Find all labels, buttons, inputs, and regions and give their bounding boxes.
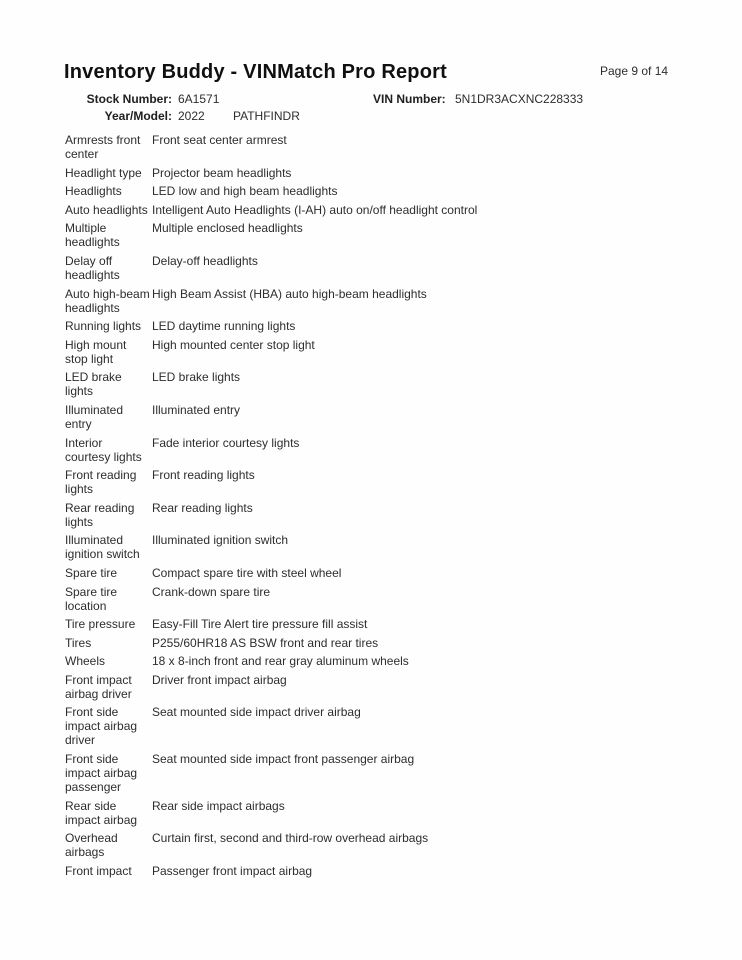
page-number-indicator: Page 9 of 14 [600, 64, 669, 78]
row-value: Seat mounted side impact front passenger airbag [152, 752, 415, 767]
table-row [65, 636, 671, 650]
row-value: Delay-off headlights [152, 253, 258, 268]
row-label: Delay off headlights [65, 253, 120, 282]
vin-number-label: VIN Number: [373, 92, 446, 106]
table-row [65, 184, 671, 198]
table-row [65, 864, 671, 878]
row-value: Easy-Fill Tire Alert tire pressure fill assist [152, 617, 368, 632]
table-row [65, 287, 671, 315]
row-label: Armrests front center [65, 133, 141, 161]
row-value: Driver front impact airbag [152, 672, 287, 687]
row-label: Tires [65, 635, 92, 650]
row-value: Intelligent Auto Headlights (I-AH) auto on/off headlight control [152, 202, 478, 217]
row-label: Interior courtesy lights [65, 435, 142, 464]
row-label: Illuminated entry [65, 402, 124, 431]
row-value: Front reading lights [152, 468, 255, 483]
stock-number-label: Stock Number: [86, 92, 172, 106]
row-value: LED daytime running lights [152, 319, 296, 334]
table-row [65, 319, 671, 333]
table-row [65, 403, 671, 431]
table-row [65, 203, 671, 217]
table-row [65, 468, 671, 496]
row-value: High Beam Assist (HBA) auto high-beam headlights [152, 286, 427, 301]
row-value: Fade interior courtesy lights [152, 435, 300, 450]
row-value: Rear reading lights [152, 500, 253, 515]
row-value: High mounted center stop light [152, 337, 315, 352]
row-label: Front impact [65, 863, 132, 878]
table-row [65, 254, 671, 282]
table-row [65, 752, 671, 794]
row-value: Crank-down spare tire [152, 584, 271, 599]
table-row [65, 501, 671, 529]
table-row [65, 370, 671, 398]
row-value: Rear side impact airbags [152, 798, 285, 813]
row-label: High mount stop light [65, 337, 127, 366]
row-label: Rear reading lights [65, 500, 135, 529]
table-row [65, 221, 671, 249]
row-value: Curtain first, second and third-row overhead airbags [152, 831, 429, 846]
page-title: Inventory Buddy - VINMatch Pro Report [64, 61, 447, 83]
row-label: Rear side impact airbag [65, 798, 138, 827]
row-label: Multiple headlights [65, 221, 120, 250]
row-label: Front side impact airbag driver [65, 705, 138, 748]
row-value: Passenger front impact airbag [152, 863, 313, 878]
row-label: Illuminated ignition switch [65, 533, 140, 562]
row-value: 18 x 8-inch front and rear gray aluminum wheels [152, 654, 409, 669]
row-value: Illuminated entry [152, 402, 241, 417]
row-label: Spare tire location [65, 584, 118, 613]
table-row [65, 133, 671, 161]
row-value: Front seat center armrest [152, 133, 287, 147]
row-label: Front reading lights [65, 468, 137, 497]
row-label: LED brake lights [65, 370, 122, 399]
year-value: 2022 [178, 109, 205, 123]
table-row [65, 566, 671, 580]
row-value: LED brake lights [152, 370, 241, 385]
table-row [65, 585, 671, 613]
row-label: Wheels [65, 654, 106, 669]
row-label: Front side impact airbag passenger [65, 752, 138, 795]
vin-number-value: 5N1DR3ACXNC228333 [455, 92, 584, 106]
row-label: Running lights [65, 319, 142, 334]
row-value: Multiple enclosed headlights [152, 221, 303, 236]
table-row [65, 338, 671, 366]
row-label: Auto headlights [65, 202, 148, 217]
table-row [65, 436, 671, 464]
row-value: Illuminated ignition switch [152, 533, 289, 548]
model-value: PATHFINDR [233, 109, 300, 123]
row-value: P255/60HR18 AS BSW front and rear tires [152, 635, 379, 650]
table-row [65, 705, 671, 747]
table-row [65, 166, 671, 180]
row-value: Compact spare tire with steel wheel [152, 565, 342, 580]
table-row [65, 533, 671, 561]
table-row [65, 617, 671, 631]
table-row [65, 831, 671, 859]
row-label: Front impact airbag driver [65, 672, 132, 701]
stock-number-value: 6A1571 [178, 92, 220, 106]
row-label: Spare tire [65, 565, 118, 580]
table-row [65, 654, 671, 668]
row-label: Tire pressure [65, 617, 136, 632]
row-label: Headlight type [65, 165, 142, 180]
row-value: Projector beam headlights [152, 165, 292, 180]
row-value: LED low and high beam headlights [152, 184, 338, 199]
feature-table [65, 133, 671, 882]
row-label: Headlights [65, 184, 122, 199]
row-label: Overhead airbags [65, 831, 118, 860]
year-model-label: Year/Model: [104, 109, 172, 123]
table-row [65, 673, 671, 701]
row-label: Auto high-beam headlights [65, 286, 150, 315]
table-row [65, 799, 671, 827]
row-value: Seat mounted side impact driver airbag [152, 705, 361, 720]
